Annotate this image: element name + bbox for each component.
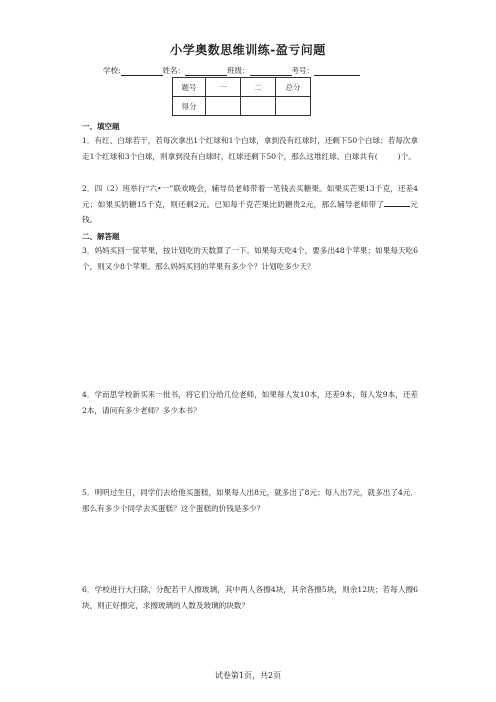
score-header-cell: 一 [206, 78, 241, 97]
score-table [172, 77, 311, 116]
score-header-cell: 二 [241, 78, 276, 97]
name-label: 姓名： [162, 66, 186, 75]
question-6: 6．学校进行大扫除，分配若干人擦玻璃，其中两人各擦4块，其余各擦5块，则余12块；若每人擦6块，则正好擦完，求擦玻璃的人数及玻璃的块数？ [82, 585, 418, 610]
score-cell[interactable] [276, 97, 311, 116]
school-blank[interactable] [121, 67, 163, 76]
school-label: 学校: [103, 66, 121, 75]
name-blank[interactable] [185, 67, 227, 76]
score-table-score-row [173, 97, 311, 116]
question-5: 5．明明过生日，同学们去给他买蛋糕，如果每人出8元，就多出了8元；每人出7元，就多出了4元．那么有多少个同学去买蛋糕？这个蛋糕的价钱是多少？ [82, 488, 418, 513]
page-footer: 试卷第1页，共2页 [214, 671, 282, 680]
score-cell[interactable] [206, 97, 241, 116]
score-table-header-row [173, 78, 311, 97]
question-1-text: 1．有红、白球若干，若每次拿出1个红球和1个白球，拿到没有红球时，还剩下50个白球；若每次拿走1个红球和3个白球，则拿到没有白球时，红球还剩下50个，那么这堆红球、白球共有( [82, 136, 418, 161]
question-1 [82, 133, 418, 164]
score-header-cell: 总分 [276, 78, 311, 97]
exam-no-label: 考号： [291, 66, 315, 75]
question-2-answer-blank[interactable] [384, 198, 410, 207]
page-title: 小学奥数思维训练-盈亏问题 [170, 43, 326, 57]
student-info-line [103, 65, 360, 76]
section-answer-heading: 二、解答题 [82, 232, 120, 241]
question-3: 3．妈妈买回一筐苹果，按计划吃的天数算了一下。如果每天吃4个，要多出48个苹果；如果每天吃6个，则又少8个苹果。那么妈妈买回的苹果有多少个？计划吃多少天？ [82, 246, 418, 271]
class-label: 班级： [227, 66, 250, 75]
exam-no-blank[interactable] [314, 67, 360, 76]
section-fill-heading: 一、填空题 [82, 122, 120, 131]
question-4: 4．学而思学校新买来一批书，将它们分给几位老师，如果每人发10本，还差9本，每人发9本，还差2本，请问有多少老师？多少本书？ [82, 390, 418, 415]
question-2-text: 2．四（2）班举行“六•一”联欢晚会，辅导员老师带着一笔钱去买糖果。如果买芒果13千克，还差4元；如果买奶糖15千克，则还剩2元。已知每千克芒果比奶糖贵2元，那么辅导老师带了 [82, 184, 418, 209]
score-cell[interactable] [241, 97, 276, 116]
question-1-text-end: )个。 [397, 151, 416, 161]
question-2 [82, 181, 418, 228]
score-header-cell: 题号 [173, 78, 206, 97]
class-blank[interactable] [250, 67, 292, 76]
question-2-text-end: 元钱。 [82, 199, 419, 224]
score-row-label: 得分 [173, 97, 206, 116]
